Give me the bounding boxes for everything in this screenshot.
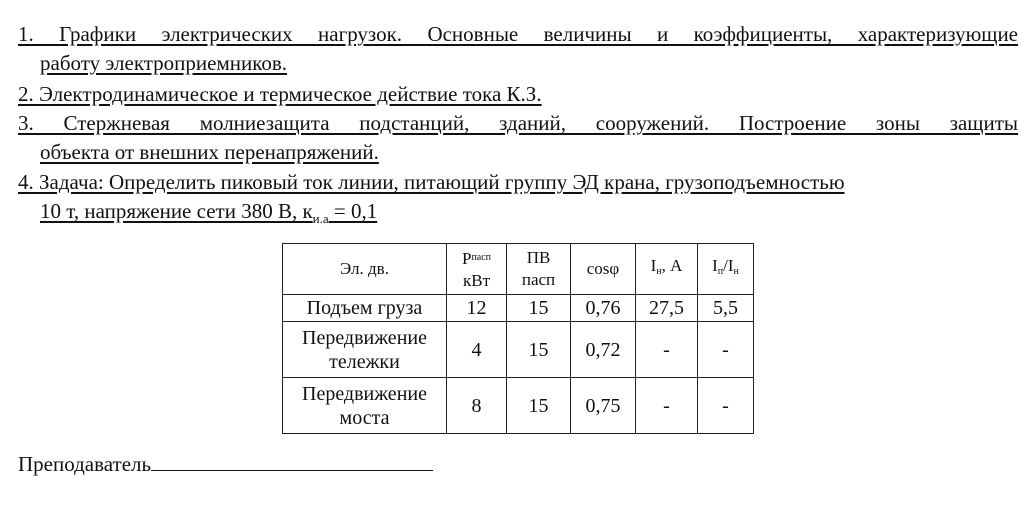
question-2	[18, 80, 1018, 109]
cell-duty-cycle: 15	[507, 378, 571, 434]
cell-current-ratio: -	[698, 378, 754, 434]
header-power-subscript: пасп	[471, 251, 492, 263]
cell-cos-phi: 0,75	[571, 378, 636, 434]
motor-name-line-2: моста	[339, 406, 390, 429]
question-3-line-1: 3. Стержневая молниезащита подстанций, зданий, сооружений. Построение зоны защиты	[18, 111, 1018, 135]
cell-power: 4	[447, 322, 507, 378]
signature-block	[18, 452, 433, 477]
cell-motor	[283, 322, 447, 378]
cell-cos-phi: 0,76	[571, 295, 636, 322]
question-4-line-2-suffix: = 0,1	[328, 199, 378, 223]
motor-name-line-2: тележки	[329, 350, 400, 373]
header-ratio-subscript-a: п	[717, 266, 724, 277]
cell-cos-phi: 0,72	[571, 322, 636, 378]
header-motor: Эл. дв.	[283, 244, 447, 295]
table-row	[283, 295, 754, 322]
question-1-line-1: 1. Графики электрических нагрузок. Основные величины и коэффициенты, характеризующие	[18, 22, 1018, 46]
cell-motor	[283, 295, 447, 322]
header-cos-phi: cosφ	[571, 244, 636, 295]
signature-label: Преподаватель	[18, 452, 152, 476]
cell-duty-cycle: 15	[507, 295, 571, 322]
table-header-row	[283, 244, 754, 295]
header-rated-current-unit: , А	[661, 256, 683, 275]
motor-name-line-1: Подъем груза	[306, 297, 423, 319]
cell-rated-current: 27,5	[636, 295, 698, 322]
header-duty-cycle-line-2: пасп	[521, 270, 556, 289]
question-4	[18, 168, 1018, 233]
header-duty-cycle-line-1: ПВ	[526, 248, 551, 267]
table-row	[283, 378, 754, 434]
header-ratio-separator: /I	[723, 256, 734, 275]
signature-line	[151, 452, 433, 471]
cell-power: 12	[447, 295, 507, 322]
header-current-ratio	[698, 244, 754, 295]
header-power-symbol: P	[461, 248, 472, 268]
header-power	[447, 244, 507, 295]
cell-motor	[283, 378, 447, 434]
header-ratio-symbol-a: I	[712, 256, 718, 275]
cell-current-ratio: 5,5	[698, 295, 754, 322]
cell-duty-cycle: 15	[507, 322, 571, 378]
cell-rated-current: -	[636, 378, 698, 434]
table-row	[283, 322, 754, 378]
header-power-unit: кВт	[462, 270, 491, 290]
question-1-line-2: работу электроприемников.	[40, 51, 288, 75]
motor-name-line-1: Передвижение	[302, 382, 427, 405]
motor-data-table	[282, 243, 754, 434]
header-ratio-subscript-b: н	[733, 266, 739, 277]
cell-current-ratio: -	[698, 322, 754, 378]
cell-power: 8	[447, 378, 507, 434]
coefficient-subscript: и.а	[312, 211, 329, 226]
header-rated-current-symbol: I	[650, 256, 657, 275]
question-3-line-2: объекта от внешних перенапряжений.	[40, 140, 379, 164]
header-duty-cycle	[507, 244, 571, 295]
motor-name-line-1: Передвижение	[302, 326, 427, 349]
question-2-line-1: 2. Электродинамическое и термическое действие тока К.З.	[18, 82, 542, 106]
question-3	[18, 109, 1018, 167]
question-4-line-2	[40, 199, 378, 226]
question-4-line-1: 4. Задача: Определить пиковый ток линии, питающий группу ЭД крана, грузоподъемностью	[18, 170, 845, 194]
question-4-line-2-prefix: 10 т, напряжение сети 380 В, к	[40, 199, 313, 223]
cell-rated-current: -	[636, 322, 698, 378]
question-1	[18, 20, 1018, 78]
header-rated-current	[636, 244, 698, 295]
header-rated-current-subscript: н	[656, 266, 662, 277]
